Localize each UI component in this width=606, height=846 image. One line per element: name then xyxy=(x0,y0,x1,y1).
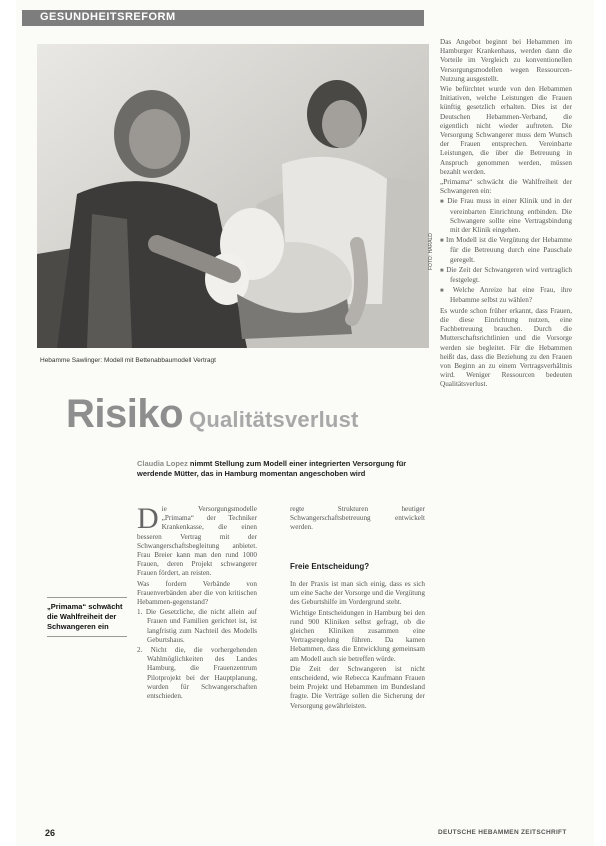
paragraph: Wie befürchtet wurde von den Hebammen Initiativen, welche Leistungen die Frauen künftig gesetzlich erhalten. Dies ist der Deutschen Hebammen-Verband, die eigentlich nicht wieder auftreten. Die Versorgung Schwangerer muss dem Wunsch der Frauen entsprechen. Vereinbarte Leistungen, die über die Betreuung in Anspruch genommen werden, müssen bezahlt werden. xyxy=(440,85,572,176)
paragraph: Das Angebot beginnt bei Hebammen im Hamburger Krankenhaus, werden dann die Vorteile im Vergleich zu konventionellen Versorgungsmodellen wegen Ressourcen-Nutzung ausgestellt. xyxy=(440,38,572,83)
deck-text: nimmt Stellung zum Modell einer integrierten Versorgung für werdende Mütter, das in Hamburg momentan angeschoben wird xyxy=(137,459,407,478)
article-column-2-top xyxy=(290,505,425,545)
drop-cap: D xyxy=(137,505,159,535)
article-subhead: Freie Entscheidung? xyxy=(290,562,370,571)
article-column-3 xyxy=(440,38,572,823)
article-deck xyxy=(137,459,427,479)
headline-main: Risiko xyxy=(66,392,184,436)
paragraph: „Primama“ schwächt die Wahlfreiheit der Schwangeren ein: xyxy=(440,178,572,196)
article-column-1 xyxy=(137,505,257,830)
bullet-item: ■ Welche Anreize hat eine Frau, ihre Hebamme selbst zu wählen? xyxy=(450,286,572,305)
paragraph: Wichtige Entscheidungen in Hamburg bei den rund 900 Kliniken selbst gefragt, ob die gleichen Kliniken zusammen eine Vertragsregelung führen. Da kamen Hebammen, dass die Entwicklung gemeinsam am Modell auch sie betreffen würde. xyxy=(290,608,425,663)
numbered-item: 2. Nicht die, die vorhergehenden Wahlmöglichkeiten des Landes Hamburg, die Frauenzentrum Pilotprojekt bei der Hauptplanung, wurden für Schwangerschaften entschieden. xyxy=(137,646,257,701)
section-label: GESUNDHEITSREFORM xyxy=(40,11,176,23)
paragraph: In der Praxis ist man sich einig, dass es sich um eine Sache der Vorsorge und die Vergütung des Geburtshilfe im Vordergrund steht. xyxy=(290,580,425,607)
publication-name: DEUTSCHE HEBAMMEN ZEITSCHRIFT xyxy=(438,829,567,836)
paragraph: regte Strukturen heutiger Schwangerschaftsbetreuung entwickelt werden. xyxy=(290,505,425,532)
article-headline xyxy=(66,392,359,437)
paragraph: Was fordern Verbände von Frauenverbänden aber die von kritischen Hebammen-gegenstand? xyxy=(137,579,257,607)
numbered-item: 1. Die Gesetzliche, die nicht allein auf Frauen und Familien gerichtet ist, ist langfristig zum Nachteil des Modells Geburtshaus. xyxy=(137,608,257,644)
deck-author: Claudia Lopez xyxy=(137,459,188,468)
article-column-2 xyxy=(290,580,425,830)
bullet-item: ■ Die Frau muss in einer Klinik und in der vereinbarten Einrichtung entbinden. Die Schwangere sollte eine Vertragsbindung mit der Klinik eingehen. xyxy=(450,197,572,235)
photo-credit: FOTO: HARALD xyxy=(428,233,434,270)
bullet-item: ■ Im Modell ist die Vergütung der Hebamme für die Betreuung durch eine Pauschale geregelt. xyxy=(450,236,572,265)
pull-quote: „Primama“ schwächt die Wahlfreiheit der Schwangeren ein xyxy=(47,597,127,637)
paragraph: Es wurde schon früher erkannt, dass Frauen, die diese Einrichtung nutzen, eine Fachbetreuung brauchen. Durch die Mutterschaftsrichtlinien und die Vorsorge werden sie begleitet. Für die Hebammen heißt das, dass die Beziehung zu den Frauen von Beginn an zu einem Vertragsverhältnis wird. Weniger Ressourcen bedeuten Qualitätsverlust. xyxy=(440,306,572,389)
paragraph: Die Zeit der Schwangeren ist nicht entscheidend, wie Rebecca Kaufmann Frauen beim Projekt und Hebammen im Bundesland fragte. Die Verträge sollen die Sicherung der Versorgung gewährleisten. xyxy=(290,664,425,710)
article-photo xyxy=(37,44,429,348)
paragraph: ie Versorgungsmodelle „Primama“ der Techniker Krankenkasse, die einen besseren Vertrag mit der Schwangerschaftsbegleitung anbietet. Frau Breier kann man den rund 1000 Frauen, deren Projekt schwangerer Frauen fördert, an reisten. xyxy=(137,505,257,578)
page-number: 26 xyxy=(45,828,56,838)
photo-caption: Hebamme Sawlinger: Modell mit Bettenabbaumodell Vertragt xyxy=(40,357,216,364)
photo-illustration xyxy=(37,44,429,348)
headline-sub: Qualitätsverlust xyxy=(189,407,359,432)
bullet-item: ■ Die Zeit der Schwangeren wird vertraglich festgelegt. xyxy=(450,266,572,285)
